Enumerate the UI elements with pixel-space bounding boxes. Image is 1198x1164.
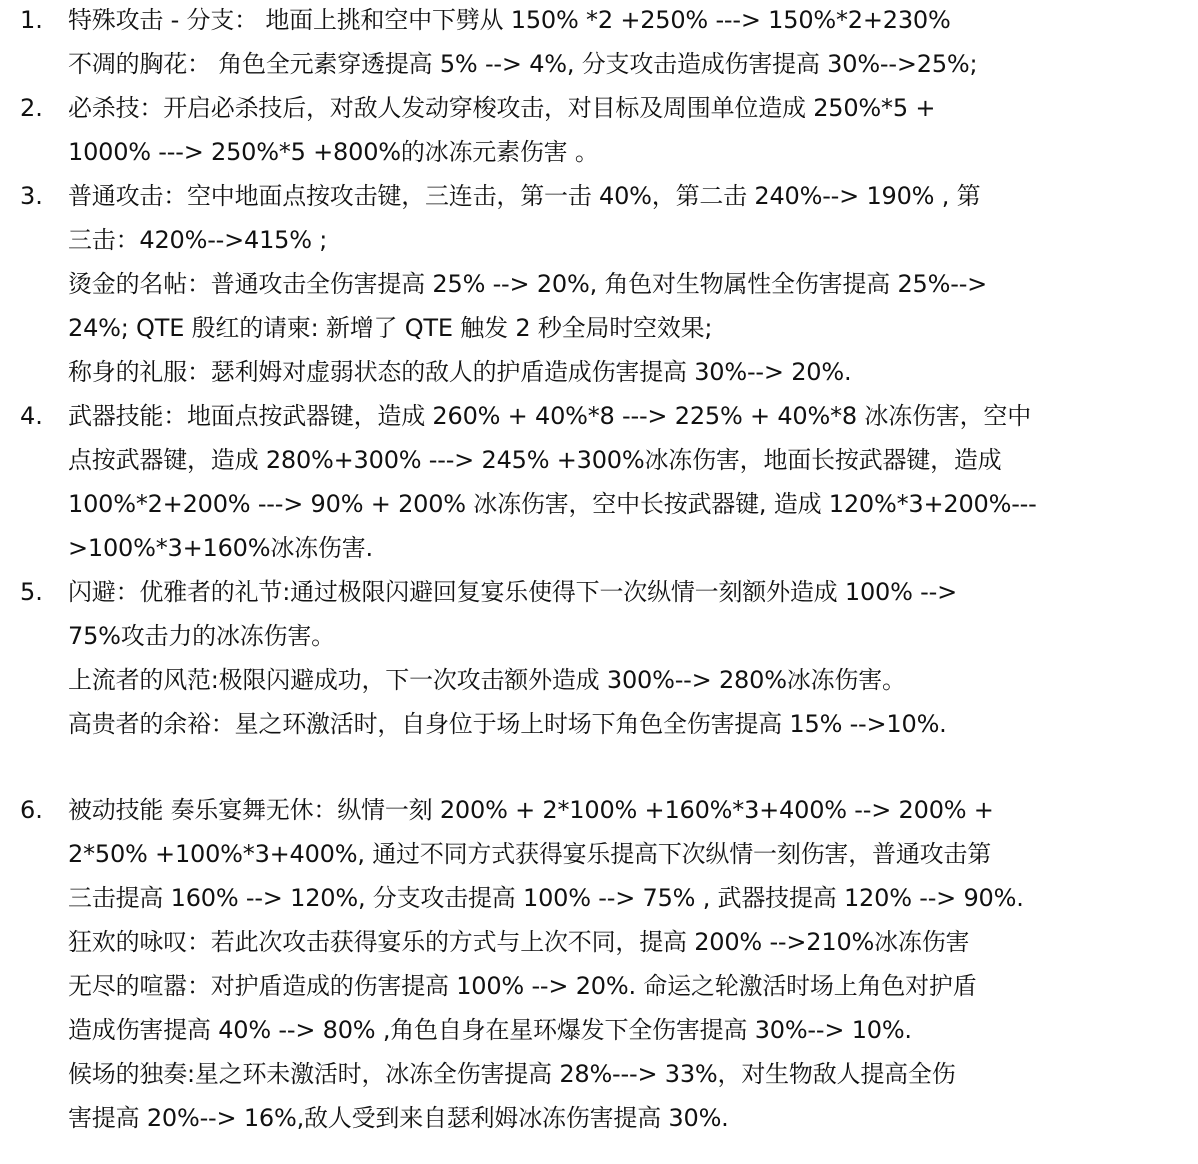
- item-line: 点按武器键，造成 280%+300% ---> 245% +300%冰冻伤害，地面长按武器键，造成: [68, 446, 1002, 474]
- item-line: 狂欢的咏叹：若此次攻击获得宴乐的方式与上次不同，提高 200% -->210%冰冻伤害: [68, 928, 970, 956]
- item-number: 2.: [20, 94, 43, 122]
- item-line: 被动技能 奏乐宴舞无休：纵情一刻 200% + 2*100% +160%*3+400% --> 200% +: [68, 796, 994, 824]
- item-line: 三击提高 160% --> 120%, 分支攻击提高 100% --> 75% , 武器技提高 120% --> 90%.: [68, 884, 1024, 912]
- item-line: 造成伤害提高 40% --> 80% ,角色自身在星环爆发下全伤害提高 30%--> 10%.: [68, 1016, 912, 1044]
- item-line: 无尽的喧嚣：对护盾造成的伤害提高 100% --> 20%. 命运之轮激活时场上角色对护盾: [68, 972, 977, 1000]
- item-line: 害提高 20%--> 16%,敌人受到来自瑟利姆冰冻伤害提高 30%.: [68, 1104, 729, 1132]
- item-line: 特殊攻击 - 分支： 地面上挑和空中下劈从 150% *2 +250% ---> 150%*2+230%: [68, 6, 951, 34]
- item-line: 2*50% +100%*3+400%, 通过不同方式获得宴乐提高下次纵情一刻伤害，普通攻击第: [68, 840, 992, 868]
- item-number: 5.: [20, 578, 43, 606]
- item-line: 候场的独奏:星之环未激活时，冰冻全伤害提高 28%---> 33%，对生物敌人提高全伤: [68, 1060, 956, 1088]
- item-number: 3.: [20, 182, 43, 210]
- item-number: 4.: [20, 402, 43, 430]
- item-line: 武器技能：地面点按武器键，造成 260% + 40%*8 ---> 225% + 40%*8 冰冻伤害，空中: [68, 402, 1031, 430]
- item-line: 不凋的胸花： 角色全元素穿透提高 5% --> 4%, 分支攻击造成伤害提高 30%-->25%;: [68, 50, 978, 78]
- item-number: 1.: [20, 6, 43, 34]
- item-line: 必杀技：开启必杀技后，对敌人发动穿梭攻击，对目标及周围单位造成 250%*5 +: [68, 94, 936, 122]
- item-number: 6.: [20, 796, 43, 824]
- item-line: 高贵者的余裕：星之环激活时，自身位于场上时场下角色全伤害提高 15% -->10%.: [68, 710, 947, 738]
- item-line: 1000% ---> 250%*5 +800%的冰冻元素伤害 。: [68, 138, 599, 166]
- item-line: 100%*2+200% ---> 90% + 200% 冰冻伤害，空中长按武器键, 造成 120%*3+200%---: [68, 490, 1037, 518]
- item-line: 闪避：优雅者的礼节:通过极限闪避回复宴乐使得下一次纵情一刻额外造成 100% -->: [68, 578, 957, 606]
- item-line: 三击：420%-->415% ;: [68, 226, 328, 254]
- item-line: >100%*3+160%冰冻伤害.: [68, 534, 373, 562]
- item-line: 24%; QTE 殷红的请柬: 新增了 QTE 触发 2 秒全局时空效果;: [68, 314, 713, 342]
- item-line: 上流者的风范:极限闪避成功，下一次攻击额外造成 300%--> 280%冰冻伤害。: [68, 666, 906, 694]
- item-line: 烫金的名帖：普通攻击全伤害提高 25% --> 20%, 角色对生物属性全伤害提高 25%-->: [68, 270, 988, 298]
- item-line: 普通攻击：空中地面点按攻击键，三连击，第一击 40%，第二击 240%--> 190% , 第: [68, 182, 981, 210]
- item-line: 75%攻击力的冰冻伤害。: [68, 622, 335, 650]
- item-line: 称身的礼服：瑟利姆对虚弱状态的敌人的护盾造成伤害提高 30%--> 20%.: [68, 358, 852, 386]
